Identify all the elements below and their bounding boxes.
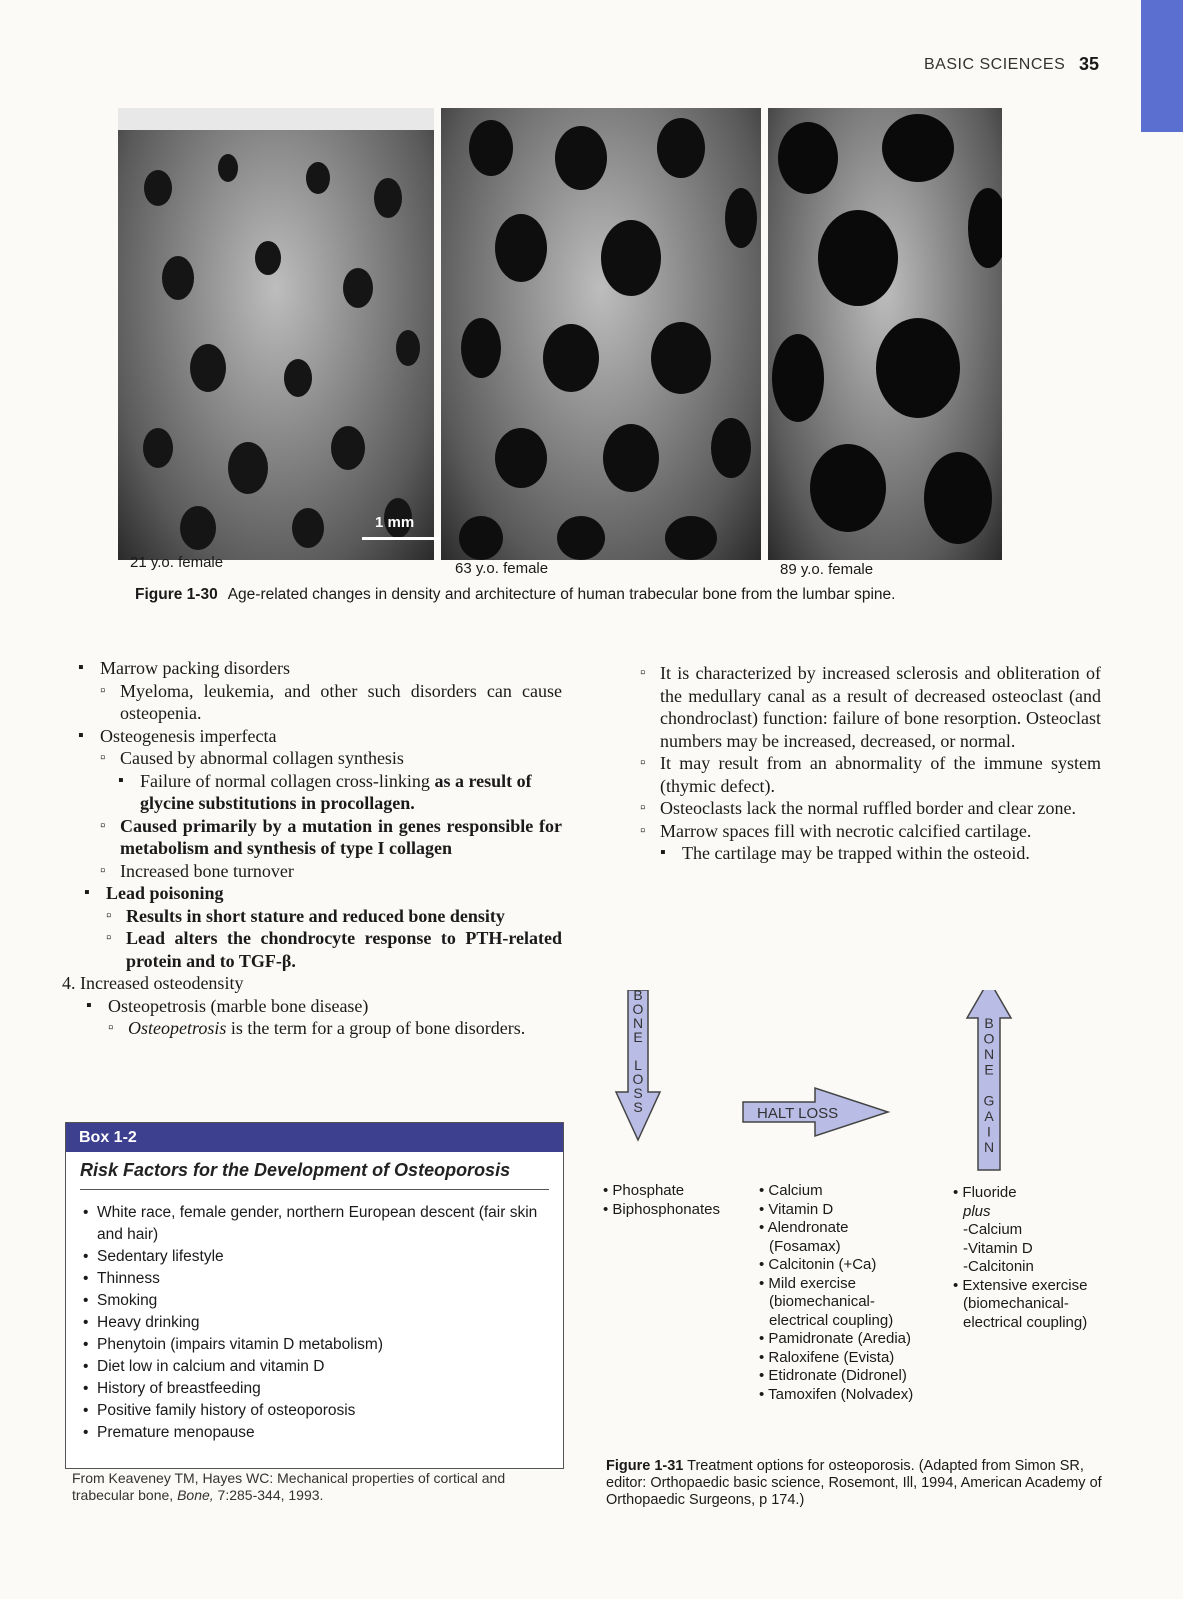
list-item: (Fosamax) (769, 1237, 841, 1255)
bone-loss-letter: N (632, 1015, 644, 1031)
right-column-text (636, 662, 1101, 865)
micrograph-89yo (768, 108, 1002, 560)
list-item: ▫ Osteoclasts lack the normal ruffled border and clear zone. (636, 797, 1101, 820)
list-item-text: as a result of glycine substitutions in procollagen. (140, 770, 532, 813)
list-item: ▫ It may result from an abnormality of the immune system (thymic defect). (636, 752, 1101, 797)
list-item: electrical coupling) (963, 1313, 1088, 1331)
micrograph-21yo (118, 108, 434, 560)
list-item: -Calcium (963, 1221, 1023, 1238)
list-item: ▫ Caused by abnormal collagen synthesis (96, 747, 562, 770)
list-item: (biomechanical- (769, 1293, 875, 1310)
list-item: ▫ Results in short stature and reduced bone density (102, 905, 562, 928)
list-item: • Pamidronate (Aredia) (759, 1330, 911, 1347)
page-number: 35 (1079, 54, 1100, 74)
panel-label-89yo: 89 y.o. female (780, 561, 874, 578)
box-1-2 (65, 1122, 564, 1469)
list-item: • Phosphate (603, 1182, 685, 1199)
figure-label: Figure 1-30 (135, 586, 218, 603)
list-item-text: Osteopetrosis (128, 1018, 227, 1038)
scale-bar-label: 1 mm (375, 514, 415, 531)
list-item: ▫ Increased bone turnover (96, 860, 562, 883)
list-item: • Tamoxifen (Nolvadex) (759, 1385, 914, 1403)
list-item: ▪ Osteopetrosis (marble bone disease) (86, 995, 562, 1018)
figure-1-31-caption (606, 1458, 1102, 1509)
list-item: • Phenytoin (impairs vitamin D metabolism) (97, 1334, 547, 1356)
list-item: ▪ The cartilage may be trapped within the osteoid. (660, 842, 1101, 865)
bone-loss-letter: L (634, 1057, 642, 1073)
list-item: 4. Increased osteodensity (62, 973, 244, 993)
caption-text: Treatment options for osteoporosis. (Adapted from Simon SR, editor: Orthopaedic basic science, Rosemont, Ill, 1994, American Academy of Orthopaedic Surgeons, p 174.) (606, 1458, 1102, 1508)
list-item: (biomechanical- (963, 1295, 1069, 1312)
source-text: From Keaveney TM, Hayes WC: Mechanical properties of cortical and trabecular bone, (72, 1470, 506, 1503)
halt-loss-label: HALT LOSS (757, 1105, 839, 1122)
list-item: • Etidronate (Didronel) (759, 1367, 907, 1384)
list-item: • Raloxifene (Evista) (759, 1348, 895, 1366)
bone-loss-letter: O (632, 1071, 644, 1087)
left-column-text (62, 657, 562, 1040)
list-item: • Calcium (759, 1182, 823, 1199)
bone-gain-letter: E (984, 1061, 994, 1078)
box-source-note (72, 1470, 567, 1504)
bone-loss-letter: E (633, 1029, 643, 1045)
panel-label-21yo: 21 y.o. female (130, 554, 224, 571)
list-item: ▫ Marrow spaces fill with necrotic calcified cartilage. (636, 820, 1101, 843)
treatment-diagram (600, 990, 1100, 1190)
bone-loss-letter: B (633, 990, 643, 1003)
thumb-index-tab (1141, 0, 1183, 132)
list-item (104, 1017, 562, 1040)
list-item: • History of breastfeeding (97, 1378, 547, 1400)
list-item: -Calcitonin (963, 1258, 1034, 1275)
list-item: ▫ Lead alters the chondrocyte response to PTH-related protein and to TGF-β. (102, 927, 562, 972)
panel-label-63yo: 63 y.o. female (455, 560, 549, 577)
list-item: • Biphosphonates (603, 1200, 721, 1218)
list-item: • Sedentary lifestyle (97, 1246, 547, 1268)
bone-loss-list (603, 1182, 720, 1219)
list-item: ▫ It is characterized by increased sclerosis and obliteration of the medullary canal as a result of decreased osteoclast (and chondroclast) function: failure of bone resorption. Osteoclast numbers may be increased, decreased, or normal. (636, 662, 1101, 752)
list-item: plus (963, 1202, 991, 1220)
caption-text: Age-related changes in density and architecture of human trabecular bone from the lumbar spine. (227, 586, 896, 603)
list-item: ▪ Osteogenesis imperfecta (78, 725, 562, 748)
bone-gain-letter: N (983, 1139, 995, 1155)
bone-gain-list (953, 1184, 1087, 1332)
list-item: • Mild exercise (759, 1274, 856, 1292)
running-header: BASIC SCIENCES (924, 56, 1066, 73)
list-item: • Premature menopause (97, 1422, 547, 1444)
list-item-text: Failure of normal collagen cross-linking (140, 770, 435, 791)
list-item: • Extensive exercise (953, 1276, 1088, 1294)
bone-loss-letter: S (633, 1099, 643, 1115)
bone-gain-letter: O (983, 1030, 995, 1047)
list-item-text: is the term for a group of bone disorders. (226, 1018, 526, 1038)
list-item: • Alendronate (759, 1219, 849, 1236)
box-label: Box 1-2 (66, 1123, 563, 1152)
bone-gain-letter: N (983, 1046, 995, 1062)
list-item: • Diet low in calcium and vitamin D (97, 1356, 547, 1378)
list-item: ▪ Marrow packing disorders (78, 657, 562, 680)
list-item: -Vitamin D (963, 1239, 1033, 1257)
list-item: • Fluoride (953, 1184, 1017, 1201)
list-item: • Positive family history of osteoporosis (97, 1400, 547, 1422)
bone-gain-letter: A (984, 1108, 994, 1124)
list-item: • Smoking (97, 1290, 547, 1312)
halt-loss-list (759, 1182, 913, 1404)
list-item: • White race, female gender, northern European descent (fair skin and hair) (97, 1202, 547, 1246)
bone-loss-letter: S (633, 1085, 643, 1101)
list-item: • Heavy drinking (97, 1312, 547, 1334)
bone-gain-letter: I (987, 1123, 991, 1140)
scale-bar (362, 537, 440, 540)
list-item (118, 770, 562, 815)
list-item: electrical coupling) (769, 1311, 894, 1329)
source-journal: Bone, (177, 1487, 214, 1503)
risk-factor-list (66, 1190, 563, 1444)
list-item: ▫ Myeloma, leukemia, and other such disorders can cause osteopenia. (96, 680, 562, 725)
list-item: • Vitamin D (759, 1200, 834, 1218)
source-text: 7:285-344, 1993. (213, 1487, 324, 1503)
bone-gain-letter: B (984, 1015, 994, 1031)
list-item: ▫ Caused primarily by a mutation in genes responsible for metabolism and synthesis of type I collagen (96, 815, 562, 860)
bone-loss-letter: O (632, 1001, 644, 1017)
figure-1-30-caption (135, 586, 895, 604)
list-item: • Thinness (97, 1268, 547, 1290)
box-title: Risk Factors for the Development of Osteoporosis (80, 1160, 549, 1190)
list-item: ▪ Lead poisoning (84, 882, 562, 905)
micrograph-63yo (441, 108, 761, 560)
list-item: • Calcitonin (+Ca) (759, 1256, 877, 1273)
bone-gain-letter: G (983, 1092, 995, 1109)
figure-label: Figure 1-31 (606, 1458, 684, 1474)
